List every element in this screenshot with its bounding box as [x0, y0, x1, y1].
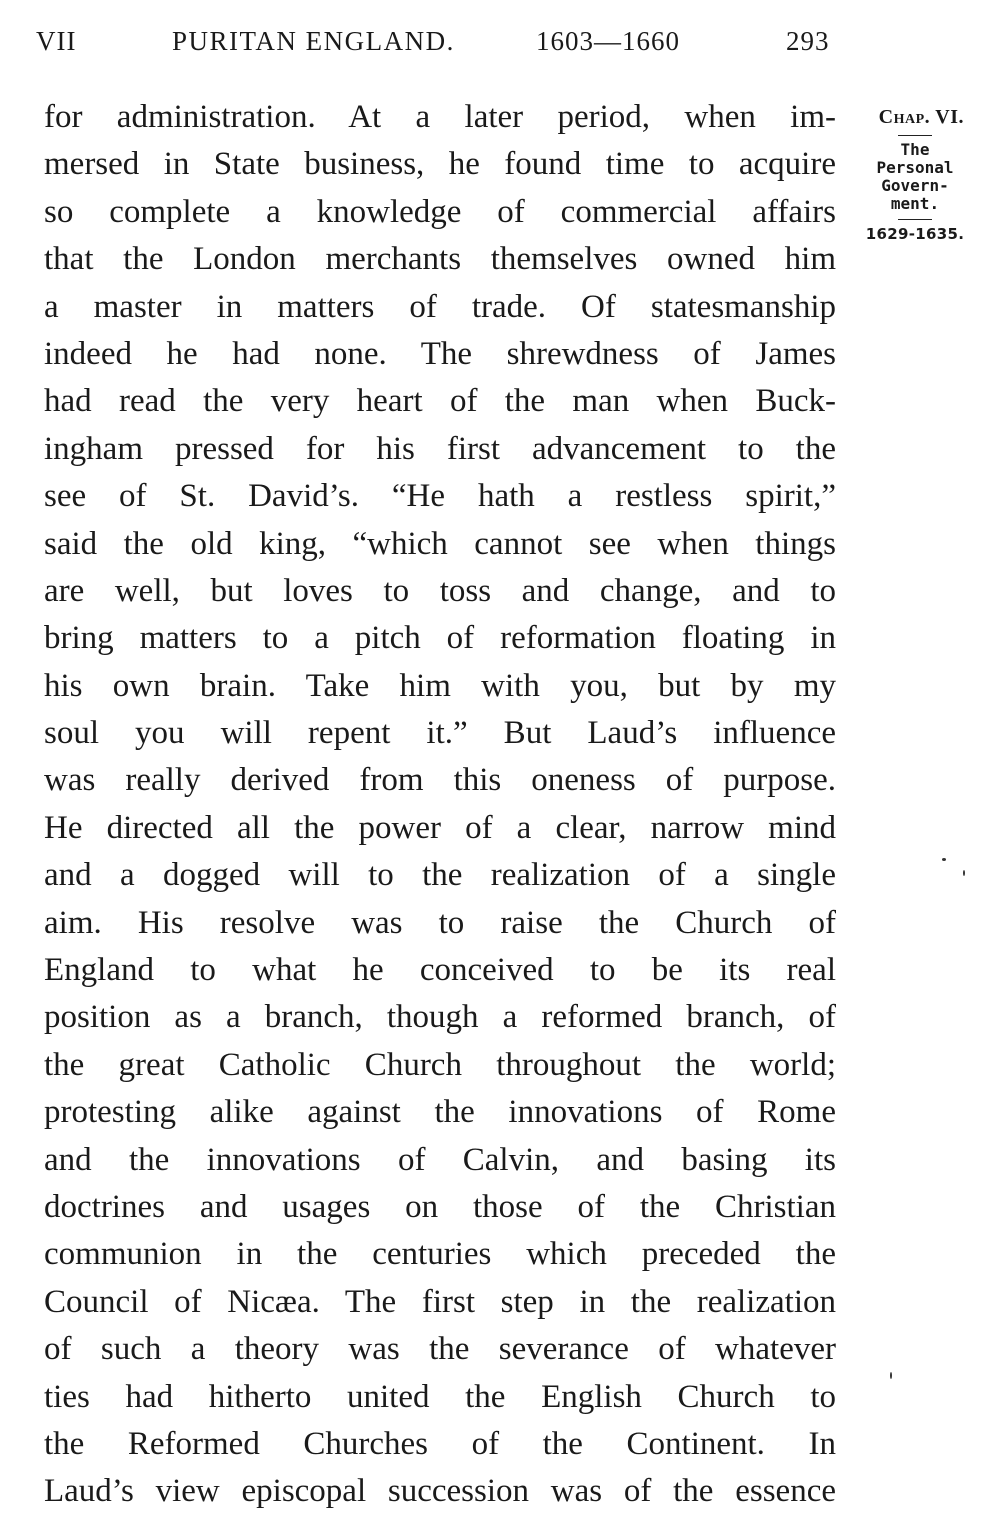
text-line: ingham pressed for his first advancement to the [44, 430, 836, 467]
margin-rule [898, 135, 932, 136]
margin-note [856, 106, 974, 243]
text-line: the Reformed Churches of the Continent. In [44, 1425, 836, 1462]
text-line: said the old king, “which cannot see when things [44, 525, 836, 562]
text-line: the great Catholic Church throughout the world; [44, 1046, 836, 1083]
margin-side-line: ment. [890, 194, 940, 213]
text-line: had read the very heart of the man when Buck- [44, 383, 836, 420]
header-title: PURITAN ENGLAND. [172, 26, 455, 56]
text-line: England to what he conceived to be its real [44, 952, 836, 989]
running-header [36, 26, 836, 60]
text-line: a master in matters of trade. Of statesmanship [44, 288, 836, 325]
text-line: see of St. David’s. “He hath a restless spirit,” [44, 478, 836, 515]
text-line: and the innovations of Calvin, and basing its [44, 1141, 836, 1178]
text-line: bring matters to a pitch of reformation floating in [44, 620, 836, 657]
text-line: and a dogged will to the realization of a single [44, 857, 836, 894]
text-line: was really derived from this oneness of purpose. [44, 762, 836, 799]
text-line: protesting alike against the innovations of Rome [44, 1094, 836, 1131]
text-line: soul you will repent it.” But Laud’s influence [44, 715, 836, 752]
margin-side-heading [856, 141, 974, 213]
text-line: ties had hitherto united the English Church to [44, 1378, 836, 1415]
text-line: mersed in State business, he found time to acquire [44, 146, 836, 183]
text-line: his own brain. Take him with you, but by my [44, 667, 836, 704]
print-speck [942, 858, 946, 861]
text-line: Council of Nicæa. The first step in the realization [44, 1283, 836, 1320]
text-line: Laud’s view episcopal succession was of the essence [44, 1473, 836, 1510]
text-line: are well, but loves to toss and change, and to [44, 572, 836, 609]
margin-side-line: The [900, 140, 930, 159]
body-text [44, 94, 836, 1516]
margin-chapter: Chap. VI. [878, 106, 964, 128]
header-chapter-mark: VII [36, 26, 77, 56]
text-line: doctrines and usages on those of the Christian [44, 1188, 836, 1225]
text-line: indeed he had none. The shrewdness of James [44, 335, 836, 372]
margin-rule [898, 219, 932, 220]
page-number: 293 [786, 26, 830, 56]
text-line: for administration. At a later period, when im- [44, 99, 836, 135]
print-speck [963, 870, 965, 876]
text-line: communion in the centuries which preceded the [44, 1236, 836, 1273]
text-line: aim. His resolve was to raise the Church of [44, 904, 836, 941]
header-years: 1603—1660 [536, 26, 680, 56]
text-line: He directed all the power of a clear, narrow mind [44, 809, 836, 846]
margin-side-line: Govern- [881, 176, 949, 195]
print-speck [890, 1372, 892, 1379]
text-line: that the London merchants themselves owned him [44, 241, 836, 278]
margin-side-line: Personal [876, 158, 954, 177]
text-line: of such a theory was the severance of whatever [44, 1331, 836, 1368]
text-line: position as a branch, though a reformed branch, of [44, 999, 836, 1036]
margin-dates: 1629-1635. [865, 225, 965, 243]
text-line: so complete a knowledge of commercial affairs [44, 193, 836, 230]
